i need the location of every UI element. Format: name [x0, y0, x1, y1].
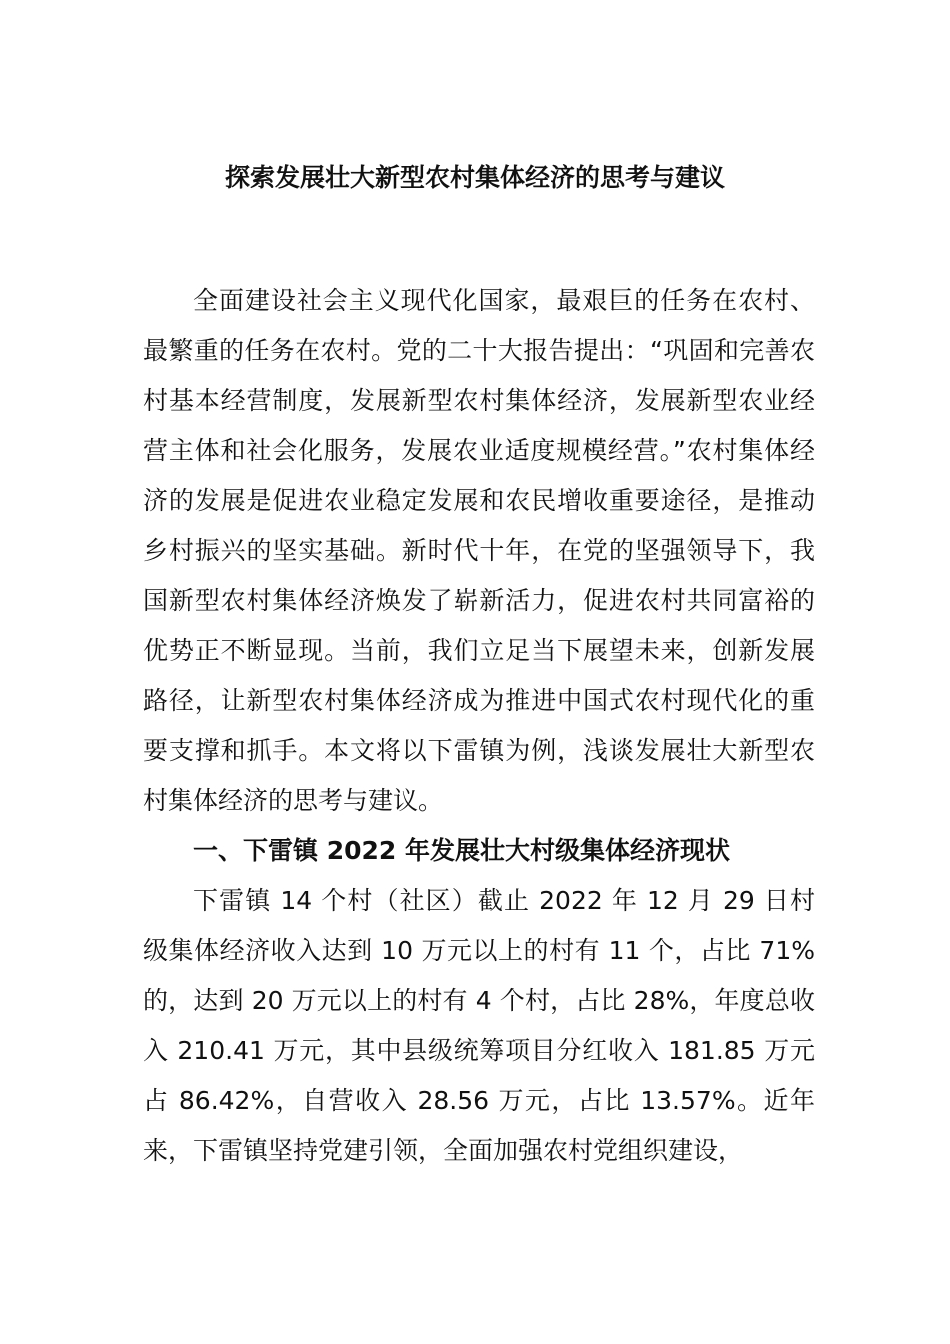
document-title: 探索发展壮大新型农村集体经济的思考与建议: [224, 163, 725, 192]
intro-paragraph: 全面建设社会主义现代化国家，最艰巨的任务在农村、最繁重的任务在农村。党的二十大报告提出：“巩固和完善农村基本经营制度，发展新型农村集体经济，发展新型农业经营主体和社会化服务，发展农业适度规模经营。”农村集体经济的发展是促进农业稳定发展和农民增收重要途径，是推动乡村振兴的坚实基础。新时代十年，在党的坚强领导下，我国新型农村集体经济焕发了崭新活力，促进农村共同富裕的优势正不断显现。当前，我们立足当下展望未来，创新发展路径，让新型农村集体经济成为推进中国式农村现代化的重要支撑和抓手。本文将以下雷镇为例，浅谈发展壮大新型农村集体经济的思考与建议。: [143, 286, 815, 815]
document-body: [143, 276, 815, 1176]
section-paragraph: 下雷镇 14 个村（社区）截止 2022 年 12 月 29 日村级集体经济收入达到 10 万元以上的村有 11 个，占比 71%的，达到 20 万元以上的村有 4 个村，占比 28%，年度总收入 210.41 万元，其中县级统筹项目分红收入 181.85 万元占 86.42%，自营收入 28.56 万元，占比 13.57%。近年来，下雷镇坚持党建引领，全面加强农村党组织建设，: [143, 886, 815, 1165]
section-heading: 一、下雷镇 2022 年发展壮大村级集体经济现状: [193, 836, 730, 865]
